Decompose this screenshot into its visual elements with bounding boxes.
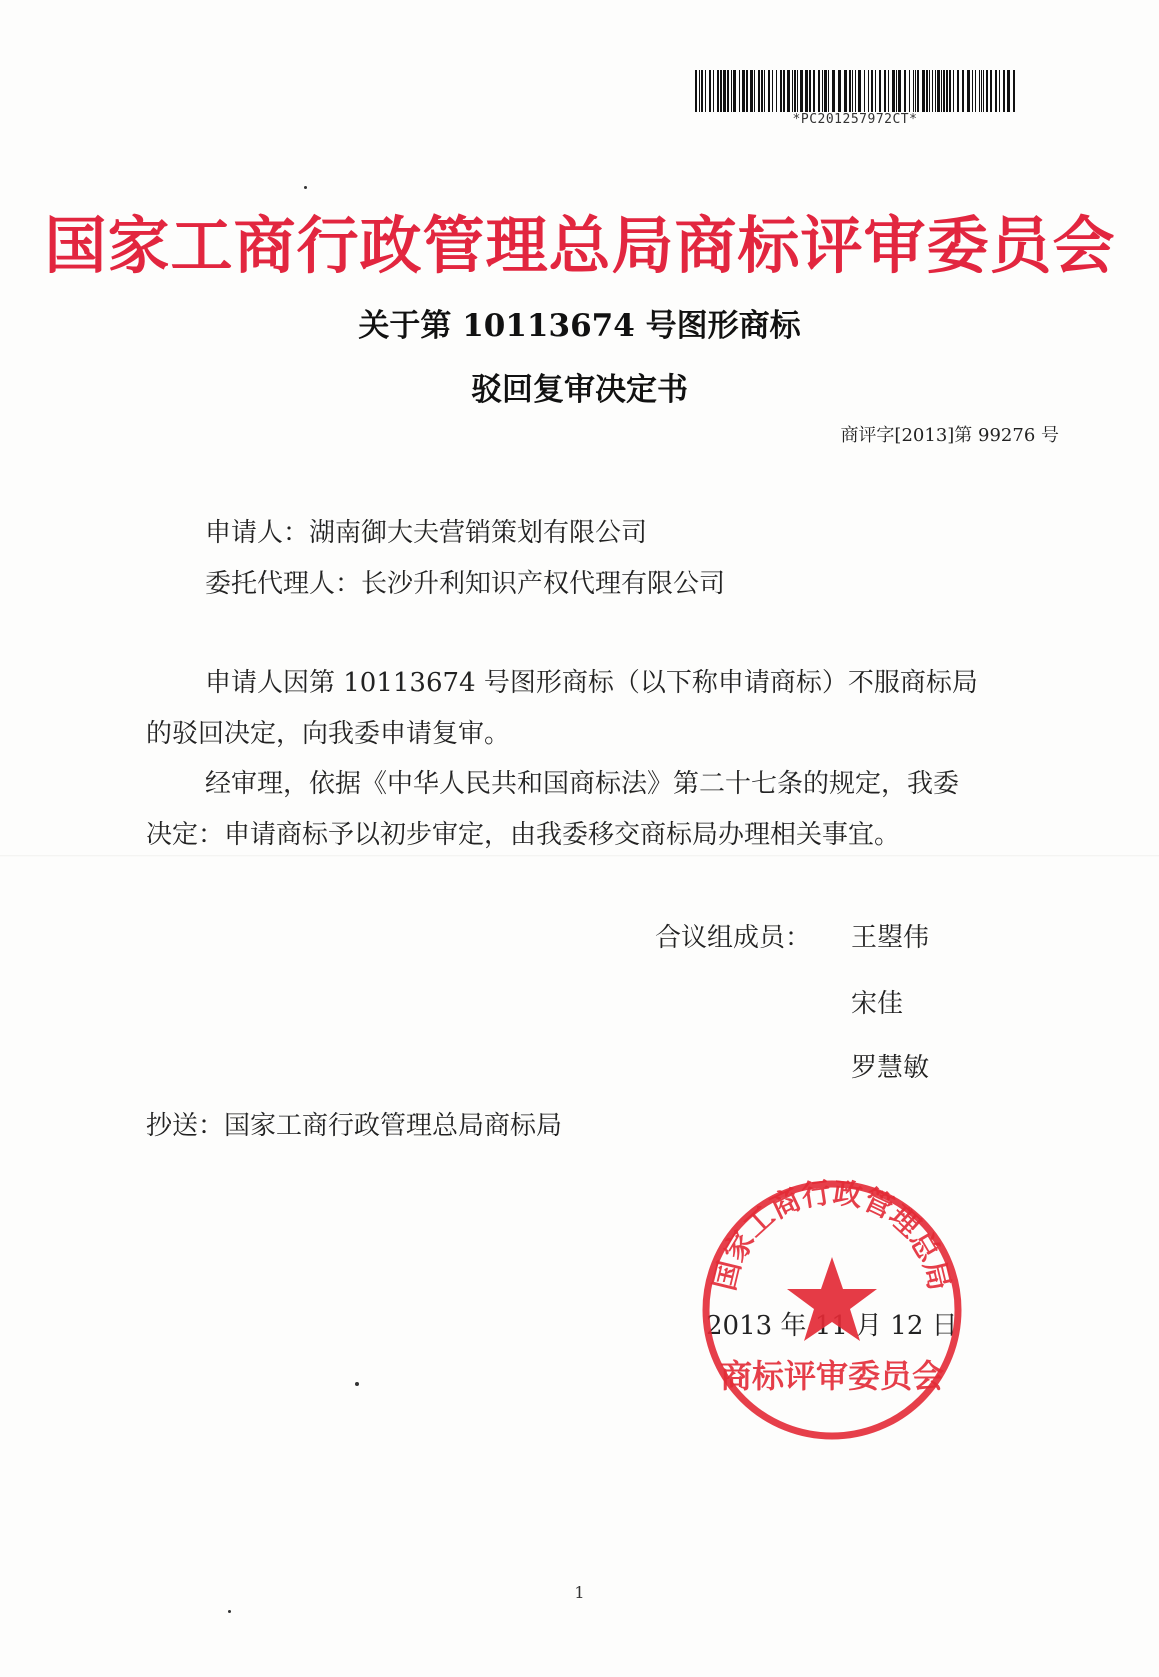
scan-speck <box>355 1382 359 1386</box>
barcode-icon <box>695 70 1015 112</box>
official-seal-icon <box>697 1175 967 1445</box>
barcode-area <box>695 70 1015 127</box>
seal-top-text: 国家工商行政管理总局 <box>707 1175 957 1294</box>
barcode-text: *PC201257972CT* <box>792 112 918 127</box>
decision-date: 2013 年 11 月 12 日 <box>706 1311 958 1341</box>
decision-subtitle-line1: 关于第 10113674 号图形商标 <box>358 308 801 344</box>
scan-speck <box>304 186 307 189</box>
body-paragraph-1-line1: 申请人因第 10113674 号图形商标（以下称申请商标）不服商标局 <box>205 668 978 698</box>
panel-member: 王曌伟 <box>851 923 930 953</box>
page-number: 1 <box>574 1583 585 1602</box>
panel-members-label: 合议组成员： <box>655 923 812 953</box>
body-paragraph-2-line2: 决定：申请商标予以初步审定，由我委移交商标局办理相关事宜。 <box>146 820 901 850</box>
star-icon <box>787 1257 877 1341</box>
paper-fold-line <box>0 855 1159 857</box>
org-title: 国家工商行政管理总局商标评审委员会 <box>44 209 1116 282</box>
cc-line: 抄送：国家工商行政管理总局商标局 <box>146 1111 563 1141</box>
seal-bottom-text: 商标评审委员会 <box>719 1357 945 1395</box>
decision-subtitle-line2: 驳回复审决定书 <box>471 372 688 408</box>
body-paragraph-1-line2: 的驳回决定，向我委申请复审。 <box>146 719 511 749</box>
agent-line: 委托代理人：长沙升利知识产权代理有限公司 <box>205 569 726 599</box>
body-paragraph-2-line1: 经审理，依据《中华人民共和国商标法》第二十七条的规定，我委 <box>205 769 960 799</box>
applicant-line: 申请人：湖南御大夫营销策划有限公司 <box>205 518 648 548</box>
panel-member: 罗慧敏 <box>851 1053 930 1083</box>
scan-speck <box>228 1610 231 1613</box>
reference-number: 商评字[2013]第 99276 号 <box>840 425 1059 446</box>
panel-member: 宋佳 <box>851 989 904 1019</box>
